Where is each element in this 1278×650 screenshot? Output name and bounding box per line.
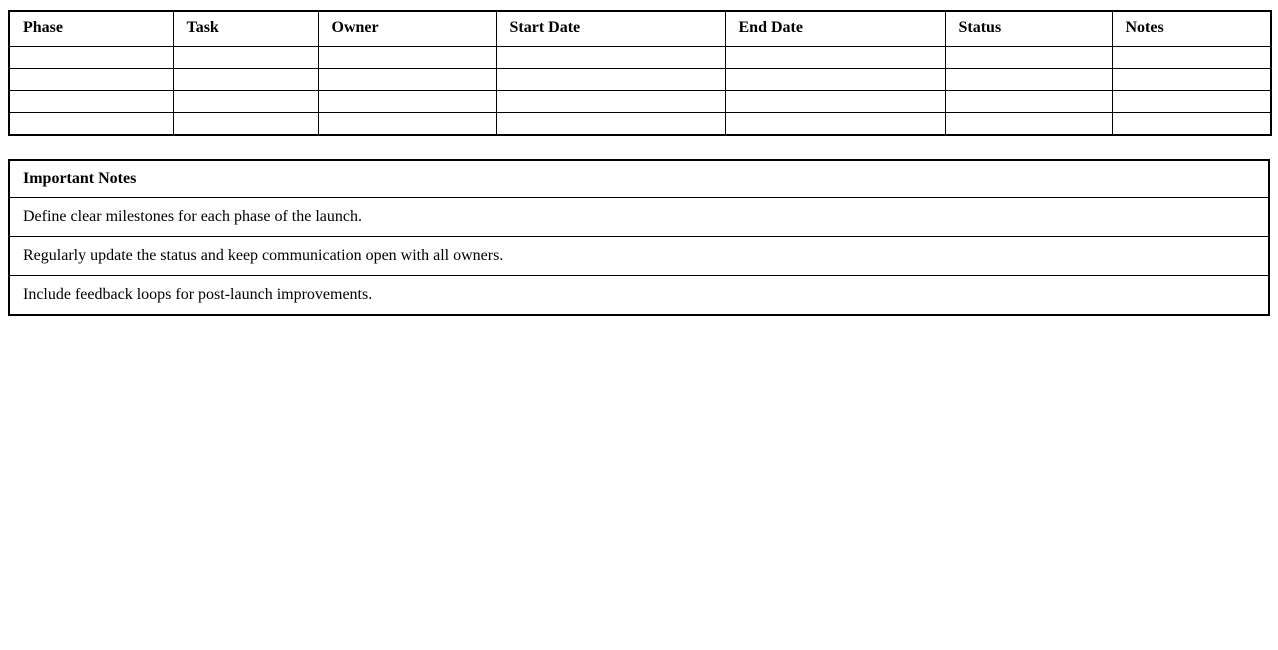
empty-cell bbox=[496, 113, 725, 136]
notes-table-header-row bbox=[9, 160, 1269, 198]
empty-cell bbox=[9, 113, 173, 136]
empty-cell bbox=[725, 47, 945, 69]
empty-cell bbox=[945, 91, 1112, 113]
empty-cell bbox=[725, 91, 945, 113]
plan-table-empty-row bbox=[9, 113, 1271, 136]
column-header-owner: Owner bbox=[318, 11, 496, 47]
empty-cell bbox=[496, 91, 725, 113]
empty-cell bbox=[725, 69, 945, 91]
empty-cell bbox=[1112, 69, 1271, 91]
launch-plan-table bbox=[8, 10, 1272, 136]
note-row bbox=[9, 198, 1269, 237]
plan-table-header-row bbox=[9, 11, 1271, 47]
plan-table-empty-row bbox=[9, 69, 1271, 91]
column-header-start-date: Start Date bbox=[496, 11, 725, 47]
empty-cell bbox=[945, 69, 1112, 91]
empty-cell bbox=[173, 113, 318, 136]
empty-cell bbox=[1112, 47, 1271, 69]
column-header-end-date: End Date bbox=[725, 11, 945, 47]
empty-cell bbox=[173, 47, 318, 69]
empty-cell bbox=[318, 69, 496, 91]
column-header-notes: Notes bbox=[1112, 11, 1271, 47]
note-text: Include feedback loops for post-launch improvements. bbox=[9, 276, 1269, 316]
empty-cell bbox=[945, 47, 1112, 69]
empty-cell bbox=[9, 69, 173, 91]
notes-table-title: Important Notes bbox=[9, 160, 1269, 198]
empty-cell bbox=[496, 69, 725, 91]
note-text: Define clear milestones for each phase of the launch. bbox=[9, 198, 1269, 237]
empty-cell bbox=[318, 47, 496, 69]
empty-cell bbox=[9, 91, 173, 113]
plan-table-empty-row bbox=[9, 47, 1271, 69]
plan-table-body bbox=[9, 47, 1271, 136]
empty-cell bbox=[9, 47, 173, 69]
empty-cell bbox=[1112, 91, 1271, 113]
column-header-phase: Phase bbox=[9, 11, 173, 47]
empty-cell bbox=[496, 47, 725, 69]
important-notes-table bbox=[8, 159, 1270, 316]
empty-cell bbox=[1112, 113, 1271, 136]
note-row bbox=[9, 276, 1269, 316]
column-header-status: Status bbox=[945, 11, 1112, 47]
empty-cell bbox=[725, 113, 945, 136]
empty-cell bbox=[945, 113, 1112, 136]
note-row bbox=[9, 237, 1269, 276]
note-text: Regularly update the status and keep communication open with all owners. bbox=[9, 237, 1269, 276]
plan-table-empty-row bbox=[9, 91, 1271, 113]
column-header-task: Task bbox=[173, 11, 318, 47]
empty-cell bbox=[173, 91, 318, 113]
empty-cell bbox=[318, 113, 496, 136]
empty-cell bbox=[318, 91, 496, 113]
empty-cell bbox=[173, 69, 318, 91]
